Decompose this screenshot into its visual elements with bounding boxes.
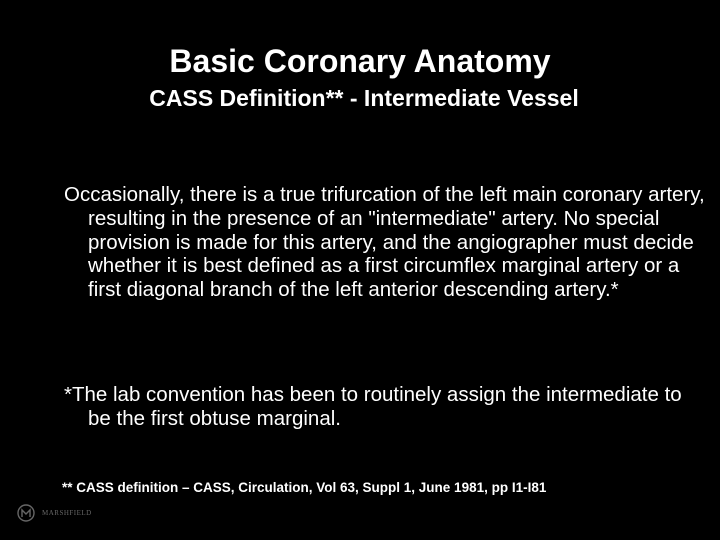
body-paragraph-trifurcation: Occasionally, there is a true trifurcation of the left main coronary artery, resulting in the presence of an "intermediate" artery. No special provision is made for this artery, and the angiographer must decide whether it is best defined as a first circumflex marginal artery or a first diagonal branch of the left anterior descending artery.* [64,183,705,302]
institution-logo-icon [16,503,36,523]
body-paragraph-lab-convention: *The lab convention has been to routinely assign the intermediate to be the first obtuse marginal. [64,383,682,430]
slide-title: Basic Coronary Anatomy [169,43,551,79]
slide-subtitle: CASS Definition** - Intermediate Vessel [149,85,579,111]
citation-footnote: ** CASS definition – CASS, Circulation, Vol 63, Suppl 1, June 1981, pp I1-I81 [62,480,547,495]
institution-logo [16,503,108,523]
institution-logo-text: MARSHFIELD [42,509,92,517]
